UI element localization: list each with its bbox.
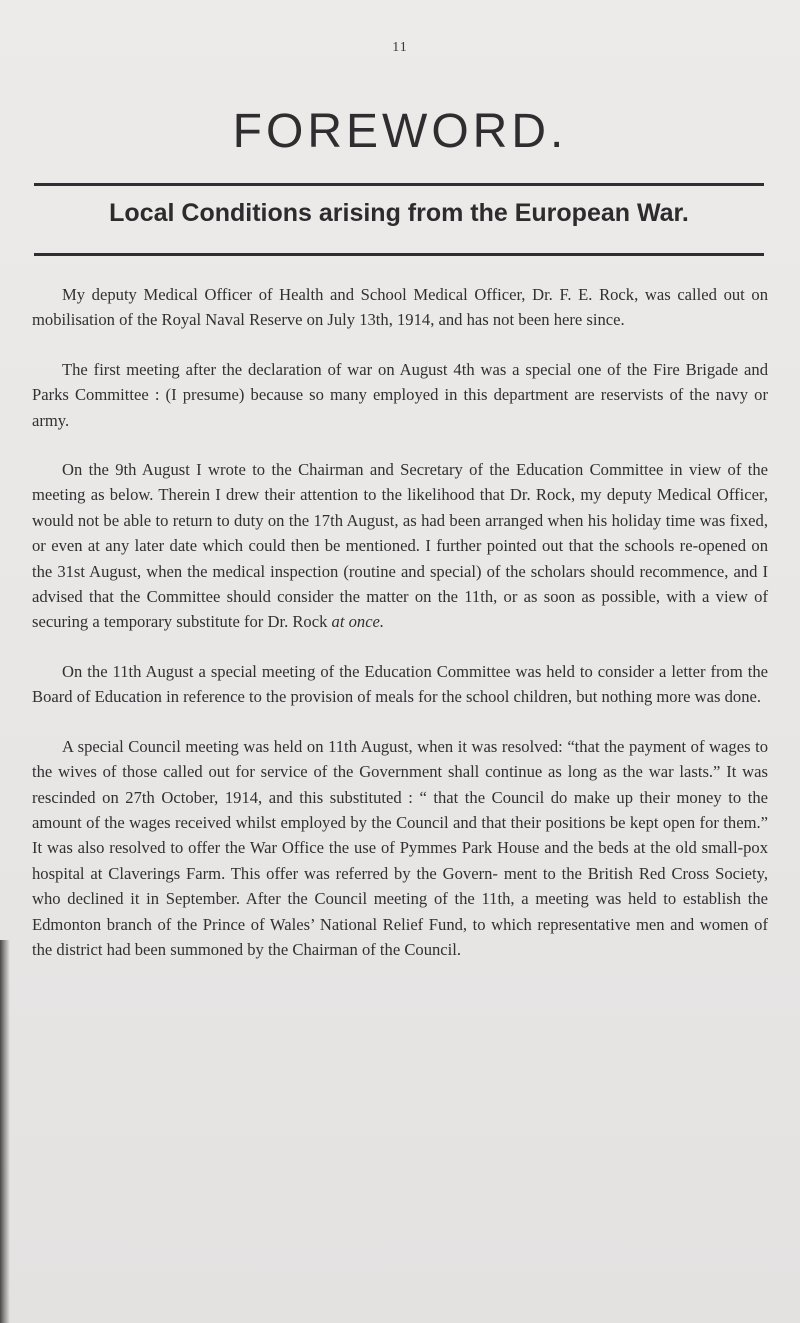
binding-edge-shadow [0,940,10,1323]
paragraph-text: My deputy Medical Officer of Health and School Medical Officer, Dr. F. E. Rock, was called out on mobilisation of the Royal Naval Reserve on July 13th, 1914, and has not been here since. [32,285,768,330]
page-number: 11 [392,40,408,55]
page-title: FOREWORD. [232,105,568,158]
paragraph-3 [32,457,768,635]
paragraph-4 [32,659,768,710]
paragraph-emphasis: at once. [331,612,385,632]
top-divider [34,183,764,186]
paragraph-text: On the 9th August I wrote to the Chairman and Secretary of the Education Committee in view of the meeting as below. Therein I drew their attention to the likelihood that Dr. Rock, my deputy Medical Officer, would not be able to return to duty on the 17th August, as had been arranged when his holiday time was fixed, or even at any later date which could then be mentioned. I further pointed out that the schools re-opened on the 31st August, when the medical inspection (routine and special) of the scholars should recommence, and I advised that the Committee should consider the matter on the 11th, or as soon as possible, with a view of securing a temporary substitute for Dr. Rock [32,460,768,632]
paragraph-text: On the 11th August a special meeting of the Education Committee was held to consider a letter from the Board of Education in reference to the provision of meals for the school children, but nothing more was done. [32,661,768,707]
paragraph-2 [32,357,768,433]
paragraph-1 [32,282,768,333]
bottom-divider [34,253,764,256]
paragraph-5 [32,734,768,963]
body-text [32,282,768,986]
section-subtitle: Local Conditions arising from the European War. [109,199,689,227]
paragraph-text: The first meeting after the declaration of war on August 4th was a special one of the Fire Brigade and Parks Committee : (I presume) because so many employed in this department are reservists of the navy or army. [32,359,768,430]
paragraph-text: A special Council meeting was held on 11th August, when it was resolved: “that the payment of wages to the wives of those called out for service of the Government shall continue as long as the war lasts.” It was rescinded on 27th October, 1914, and this substituted : “ that the Council do make up their money to the amount of the wages received whilst employed by the Council and that their positions be kept open for them.” It was also resolved to offer the War Office the use of Pymmes Park House and the beds at the old small-pox hospital at Claverings Farm. This offer was referred by the Govern- ment to the British Red Cross Society, who declined it in September. After the Council meeting of the 11th, a meeting was held to establish the Edmonton branch of the Prince of Wales’ National Relief Fund, to which representative men and women of the district had been summoned by the Chairman of the Council. [32,736,768,959]
